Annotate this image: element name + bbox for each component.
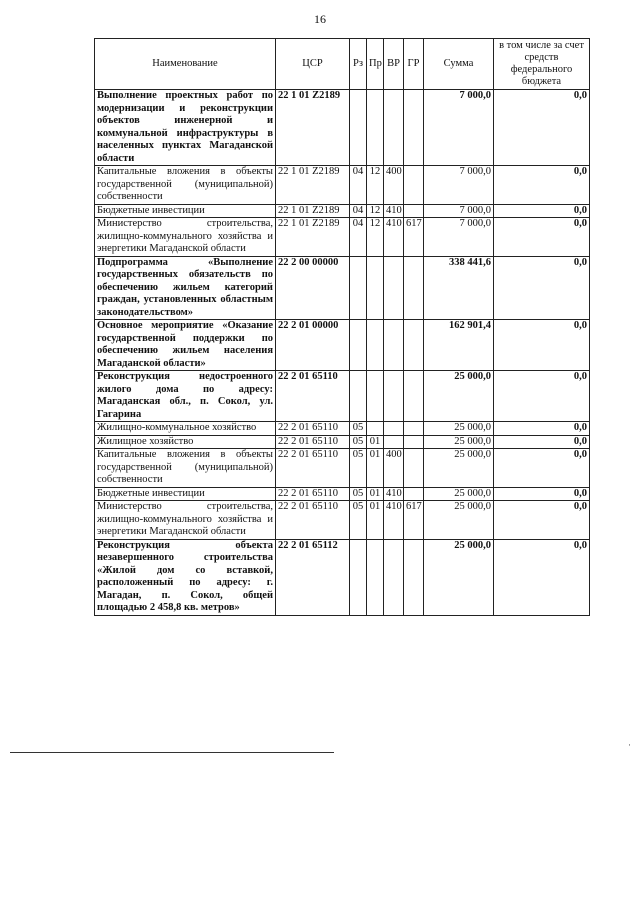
row-name: Бюджетные инвестиции: [95, 487, 276, 501]
row-gr: [404, 256, 424, 320]
row-name: Министерство строительства, жилищно-коммунального хозяйства и энергетики Магаданской области: [95, 501, 276, 540]
table-row: [95, 449, 590, 488]
row-csr: 22 2 01 65110: [276, 501, 350, 540]
table-row: [95, 487, 590, 501]
row-rz: [350, 90, 367, 166]
row-csr: 22 2 01 00000: [276, 320, 350, 371]
row-pr: [367, 90, 384, 166]
row-name: Жилищное хозяйство: [95, 435, 276, 449]
row-rz: 05: [350, 435, 367, 449]
row-gr: [404, 435, 424, 449]
row-federal: 0,0: [494, 166, 590, 205]
row-csr: 22 2 01 65110: [276, 435, 350, 449]
row-rz: 05: [350, 487, 367, 501]
row-name: Бюджетные инвестиции: [95, 204, 276, 218]
table-row: [95, 320, 590, 371]
row-name: Реконструкция недостроенного жилого дома по адресу: Магаданская обл., п. Сокол, ул. Гагарина: [95, 371, 276, 422]
row-pr: [367, 371, 384, 422]
row-gr: [404, 204, 424, 218]
row-sum: 25 000,0: [424, 539, 494, 615]
row-name: Выполнение проектных работ по модернизации и реконструкции объектов инженерной и коммунальной инфраструктуры в населенных пунктах Магаданской области: [95, 90, 276, 166]
table-row: [95, 501, 590, 540]
row-sum: 25 000,0: [424, 501, 494, 540]
row-vr: [384, 371, 404, 422]
row-pr: 01: [367, 435, 384, 449]
row-name: Министерство строительства, жилищно-коммунального хозяйства и энергетики Магаданской области: [95, 218, 276, 257]
row-pr: 12: [367, 204, 384, 218]
row-sum: 25 000,0: [424, 422, 494, 436]
row-csr: 22 2 01 65110: [276, 371, 350, 422]
row-gr: [404, 371, 424, 422]
row-vr: 410: [384, 218, 404, 257]
row-vr: [384, 256, 404, 320]
row-federal: 0,0: [494, 256, 590, 320]
table-body: [95, 90, 590, 616]
row-federal: 0,0: [494, 422, 590, 436]
row-vr: 410: [384, 204, 404, 218]
row-name: Капитальные вложения в объекты государственной (муниципальной) собственности: [95, 166, 276, 205]
row-federal: 0,0: [494, 371, 590, 422]
row-vr: [384, 435, 404, 449]
header-csr: ЦСР: [276, 39, 350, 90]
row-federal: 0,0: [494, 204, 590, 218]
row-rz: [350, 256, 367, 320]
row-sum: 7 000,0: [424, 204, 494, 218]
row-vr: 410: [384, 487, 404, 501]
row-sum: 7 000,0: [424, 166, 494, 205]
header-rz: Рз: [350, 39, 367, 90]
row-sum: 7 000,0: [424, 218, 494, 257]
table-row: [95, 218, 590, 257]
row-pr: [367, 539, 384, 615]
header-federal: в том числе за счет средств федерального бюджета: [494, 39, 590, 90]
row-federal: 0,0: [494, 218, 590, 257]
row-pr: [367, 256, 384, 320]
row-sum: 25 000,0: [424, 371, 494, 422]
row-pr: 01: [367, 487, 384, 501]
row-gr: [404, 320, 424, 371]
table-row: [95, 166, 590, 205]
row-gr: 617: [404, 218, 424, 257]
row-pr: [367, 320, 384, 371]
row-rz: [350, 371, 367, 422]
row-sum: 25 000,0: [424, 487, 494, 501]
row-rz: 05: [350, 422, 367, 436]
row-name: Основное мероприятие «Оказание государственной поддержки по обеспечению жильем населения Магаданской области»: [95, 320, 276, 371]
row-rz: [350, 539, 367, 615]
table-header-row: [95, 39, 590, 90]
row-pr: 12: [367, 166, 384, 205]
row-gr: [404, 166, 424, 205]
row-csr: 22 1 01 Z2189: [276, 90, 350, 166]
row-vr: 410: [384, 501, 404, 540]
header-pr: Пр: [367, 39, 384, 90]
table-row: [95, 90, 590, 166]
header-gr: ГР: [404, 39, 424, 90]
row-csr: 22 2 01 65110: [276, 449, 350, 488]
row-gr: [404, 449, 424, 488]
row-gr: [404, 487, 424, 501]
table-row: [95, 422, 590, 436]
row-sum: 25 000,0: [424, 435, 494, 449]
row-vr: 400: [384, 449, 404, 488]
row-federal: 0,0: [494, 435, 590, 449]
row-rz: [350, 320, 367, 371]
row-vr: [384, 539, 404, 615]
row-federal: 0,0: [494, 539, 590, 615]
table-row: [95, 435, 590, 449]
row-rz: 05: [350, 501, 367, 540]
row-pr: 01: [367, 501, 384, 540]
row-sum: 25 000,0: [424, 449, 494, 488]
row-federal: 0,0: [494, 449, 590, 488]
row-rz: 04: [350, 204, 367, 218]
row-vr: 400: [384, 166, 404, 205]
row-gr: [404, 539, 424, 615]
row-name: Жилищно-коммунальное хозяйство: [95, 422, 276, 436]
page-number: 16: [314, 12, 326, 26]
row-sum: 7 000,0: [424, 90, 494, 166]
row-csr: 22 1 01 Z2189: [276, 204, 350, 218]
row-sum: 162 901,4: [424, 320, 494, 371]
row-csr: 22 2 01 65110: [276, 487, 350, 501]
budget-table: [94, 38, 590, 616]
row-federal: 0,0: [494, 501, 590, 540]
row-gr: [404, 90, 424, 166]
row-csr: 22 1 01 Z2189: [276, 218, 350, 257]
row-name: Реконструкция объекта незавершенного строительства «Жилой дом со вставкой, расположенный по адресу: г. Магадан, п. Сокол, общей площадью 2 458,8 кв. метров»: [95, 539, 276, 615]
row-csr: 22 2 00 00000: [276, 256, 350, 320]
header-sum: Сумма: [424, 39, 494, 90]
table-row: [95, 371, 590, 422]
row-rz: 04: [350, 218, 367, 257]
row-name: Подпрограмма «Выполнение государственных обязательств по обеспечению жильем категорий граждан, установленных областным законодательством»: [95, 256, 276, 320]
row-federal: 0,0: [494, 90, 590, 166]
row-federal: 0,0: [494, 487, 590, 501]
table-row: [95, 539, 590, 615]
row-pr: 12: [367, 218, 384, 257]
table-row: [95, 204, 590, 218]
row-pr: [367, 422, 384, 436]
row-gr: 617: [404, 501, 424, 540]
row-csr: 22 2 01 65112: [276, 539, 350, 615]
row-vr: [384, 422, 404, 436]
edge-mark: ·: [628, 740, 631, 750]
row-pr: 01: [367, 449, 384, 488]
table-row: [95, 256, 590, 320]
row-vr: [384, 320, 404, 371]
row-vr: [384, 90, 404, 166]
row-name: Капитальные вложения в объекты государственной (муниципальной) собственности: [95, 449, 276, 488]
row-rz: 04: [350, 166, 367, 205]
row-federal: 0,0: [494, 320, 590, 371]
row-csr: 22 2 01 65110: [276, 422, 350, 436]
footnote-divider: [10, 752, 334, 753]
row-sum: 338 441,6: [424, 256, 494, 320]
header-vr: ВР: [384, 39, 404, 90]
row-rz: 05: [350, 449, 367, 488]
row-csr: 22 1 01 Z2189: [276, 166, 350, 205]
row-gr: [404, 422, 424, 436]
header-name: Наименование: [95, 39, 276, 90]
